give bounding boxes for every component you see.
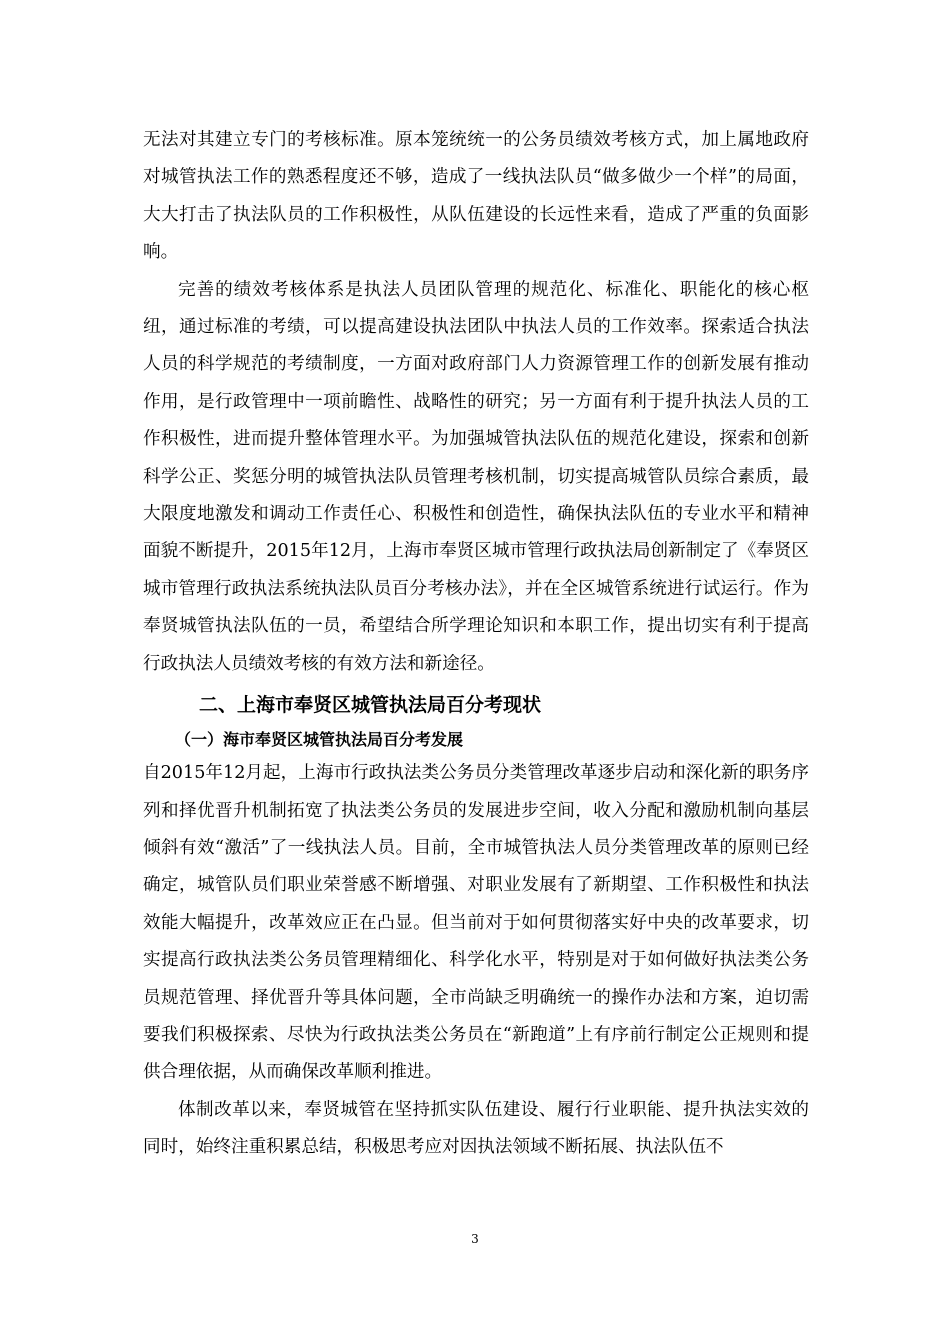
paragraph-performance-system: 完善的绩效考核体系是执法人员团队管理的规范化、标准化、职能化的核心枢纽，通过标准的考绩，可以提高建设执法团队中执法人员的工作效率。探索适合执法人员的科学规范的考绩制度，一方面对政府部门人力资源管理工作的创新发展有推动作用，是行政管理中一项前瞻性、战略性的研究；另一方面有利于提升执法人员的工作积极性，进而提升整体管理水平。为加强城管执法队伍的规范化建设，探索和创新科学公正、奖惩分明的城管执法队员管理考核机制，切实提高城管队员综合素质，最大限度地激发和调动工作责任心、积极性和创造性，确保执法队伍的专业水平和精神面貌不断提升，2015年12月，上海市奉贤区城市管理行政执法局创新制定了《奉贤区城市管理行政执法系统执法队员百分考核办法》，并在全区城管系统进行试运行。作为奉贤城管执法队伍的一员，希望结合所学理论知识和本职工作，提出切实有利于提高行政执法人员绩效考核的有效方法和新途径。 [143,279,809,674]
page-number: 3 [471,1232,479,1246]
section-heading: 二、上海市奉贤区城管执法局百分考现状 [199,694,542,717]
paragraph-system-reform: 体制改革以来，奉贤城管在坚持抓实队伍建设、履行行业职能、提升执法实效的同时，始终注重积累总结，积极思考应对因执法领域不断拓展、执法队伍不 [143,1099,809,1158]
paragraph-continued: 无法对其建立专门的考核标准。原本笼统统一的公务员绩效考核方式，加上属地政府对城管执法工作的熟悉程度还不够，造成了一线执法队员“做多做少一个样”的局面，大大打击了执法队员的工作积极性，从队伍建设的长远性来看，造成了严重的负面影响。 [143,130,809,263]
paragraph-reform-since-2015: 自2015年12月起，上海市行政执法类公务员分类管理改革逐步启动和深化新的职务序列和择优晋升机制拓宽了执法类公务员的发展进步空间，收入分配和激励机制向基层倾斜有效“激活”了一线执法人员。目前，全市城管执法人员分类管理改革的原则已经确定，城管队员们职业荣誉感不断增强、对职业发展有了新期望、工作积极性和执法效能大幅提升，改革效应正在凸显。但当前对于如何贯彻落实好中央的改革要求，切实提高行政执法类公务员管理精细化、科学化水平，特别是对于如何做好执法类公务员规范管理、择优晋升等具体问题，全市尚缺乏明确统一的操作办法和方案，迫切需要我们积极探索、尽快为行政执法类公务员在“新跑道”上有序前行制定公正规则和提供合理依据，从而确保改革顺利推进。 [143,763,809,1083]
document-page [143,122,809,1167]
subsection-heading: （一）海市奉贤区城管执法局百分考发展 [175,730,464,750]
